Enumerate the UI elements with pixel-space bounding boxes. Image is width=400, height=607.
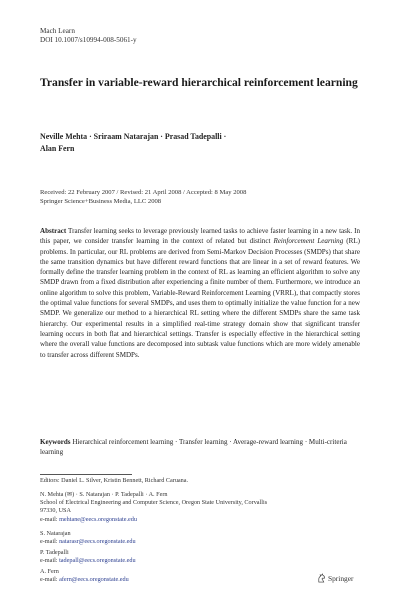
authors-line-1: Neville Mehta · Sriraam Natarajan · Prasad Tadepalli · bbox=[40, 132, 227, 141]
copyright-line: Springer Science+Business Media, LLC 2008 bbox=[40, 197, 162, 205]
fern-block bbox=[40, 568, 340, 584]
authors-line-2: Alan Fern bbox=[40, 144, 75, 153]
doi: DOI 10.1007/s10994-008-5061-y bbox=[40, 36, 137, 44]
keywords bbox=[40, 437, 360, 458]
publication-history bbox=[40, 189, 246, 206]
publisher-name: Springer bbox=[328, 573, 354, 583]
natarajan-name: S. Natarajan bbox=[40, 530, 71, 537]
abstract-label: Abstract bbox=[40, 227, 67, 235]
affiliation-authors: N. Mehta (✉) · S. Natarajan · P. Tadepalli · A. Fern bbox=[40, 491, 168, 498]
natarajan-email-line: e-mail: natarasr@eecs.oregonstate.edu bbox=[40, 538, 136, 546]
affiliation-zip: 97330, USA bbox=[40, 507, 71, 515]
natarajan-email-link[interactable]: natarasr@eecs.oregonstate.edu bbox=[59, 538, 136, 546]
abstract-text-2: (RL) problems. In particular, our RL problems are derived from Semi-Markov Decision Processes (SMDPs) that share the same transition dynamics but have different reward functions that are linear in a set of reward features. We formally define the transfer learning problem in the context of RL as learning an efficient algorithm to solve any SMDP drawn from a fixed distribution after experiencing a finite number of them. Furthermore, we introduce an online algorithm to solve this problem, Variable-Reward Reinforcement Learning (VRRL), that compactly stores the optimal value functions for several SMDPs, and uses them to optimally initialize the value function for a new SMDP. We generalize our method to a hierarchical RL setting where the different SMDPs share the same task hierarchy. Our experimental results in a simplified real-time strategy domain show that significant transfer learning occurs in both flat and hierarchical settings. Transfer is especially effective in the hierarchical setting where the overall value functions are decomposed into subtask value functions which are more widely amenable to transfer across different SMDPs. bbox=[40, 237, 360, 359]
paper-title: Transfer in variable-reward hierarchical reinforcement learning bbox=[40, 76, 358, 89]
affiliation-school: School of Electrical Engineering and Computer Science, Oregon State University, Corvallis bbox=[40, 499, 268, 507]
tadepalli-email-link[interactable]: tadepall@eecs.oregonstate.edu bbox=[59, 557, 136, 565]
fern-name: A. Fern bbox=[40, 568, 59, 575]
abstract-emphasis: Reinforcement Learning bbox=[273, 237, 344, 246]
springer-knight-icon bbox=[317, 573, 326, 583]
footnote-rule bbox=[40, 474, 132, 475]
affiliation-block bbox=[40, 491, 340, 524]
editors-note: Editors: Daniel L. Silver, Kristin Bennett, Richard Caruana. bbox=[40, 477, 189, 484]
fern-email-line: e-mail: afern@eecs.oregonstate.edu bbox=[40, 576, 129, 584]
author-list bbox=[40, 131, 370, 155]
tadepalli-block bbox=[40, 549, 340, 565]
publisher-logo bbox=[317, 573, 353, 583]
abstract-text-1: Transfer learning seeks to leverage previously learned tasks to achieve faster learning in a new task. In this paper, we consider transfer learning in the context of related but distinct bbox=[40, 227, 360, 246]
fern-email-link[interactable]: afern@eecs.oregonstate.edu bbox=[59, 576, 129, 584]
mehta-email-line: e-mail: mehtane@eecs.oregonstate.edu bbox=[40, 515, 137, 523]
history-dates: Received: 22 February 2007 / Revised: 21 April 2008 / Accepted: 8 May 2008 bbox=[40, 189, 247, 196]
natarajan-block bbox=[40, 530, 340, 546]
journal-name: Mach Learn bbox=[40, 27, 75, 35]
keywords-text: Hierarchical reinforcement learning · Transfer learning · Average-reward learning · Multi-criteria learning bbox=[40, 438, 347, 457]
keywords-label: Keywords bbox=[40, 438, 71, 446]
journal-header bbox=[40, 27, 137, 45]
tadepalli-email-line: e-mail: tadepall@eecs.oregonstate.edu bbox=[40, 557, 136, 565]
mehta-email-link[interactable]: mehtane@eecs.oregonstate.edu bbox=[59, 515, 137, 523]
tadepalli-name: P. Tadepalli bbox=[40, 549, 69, 556]
abstract bbox=[40, 226, 360, 360]
